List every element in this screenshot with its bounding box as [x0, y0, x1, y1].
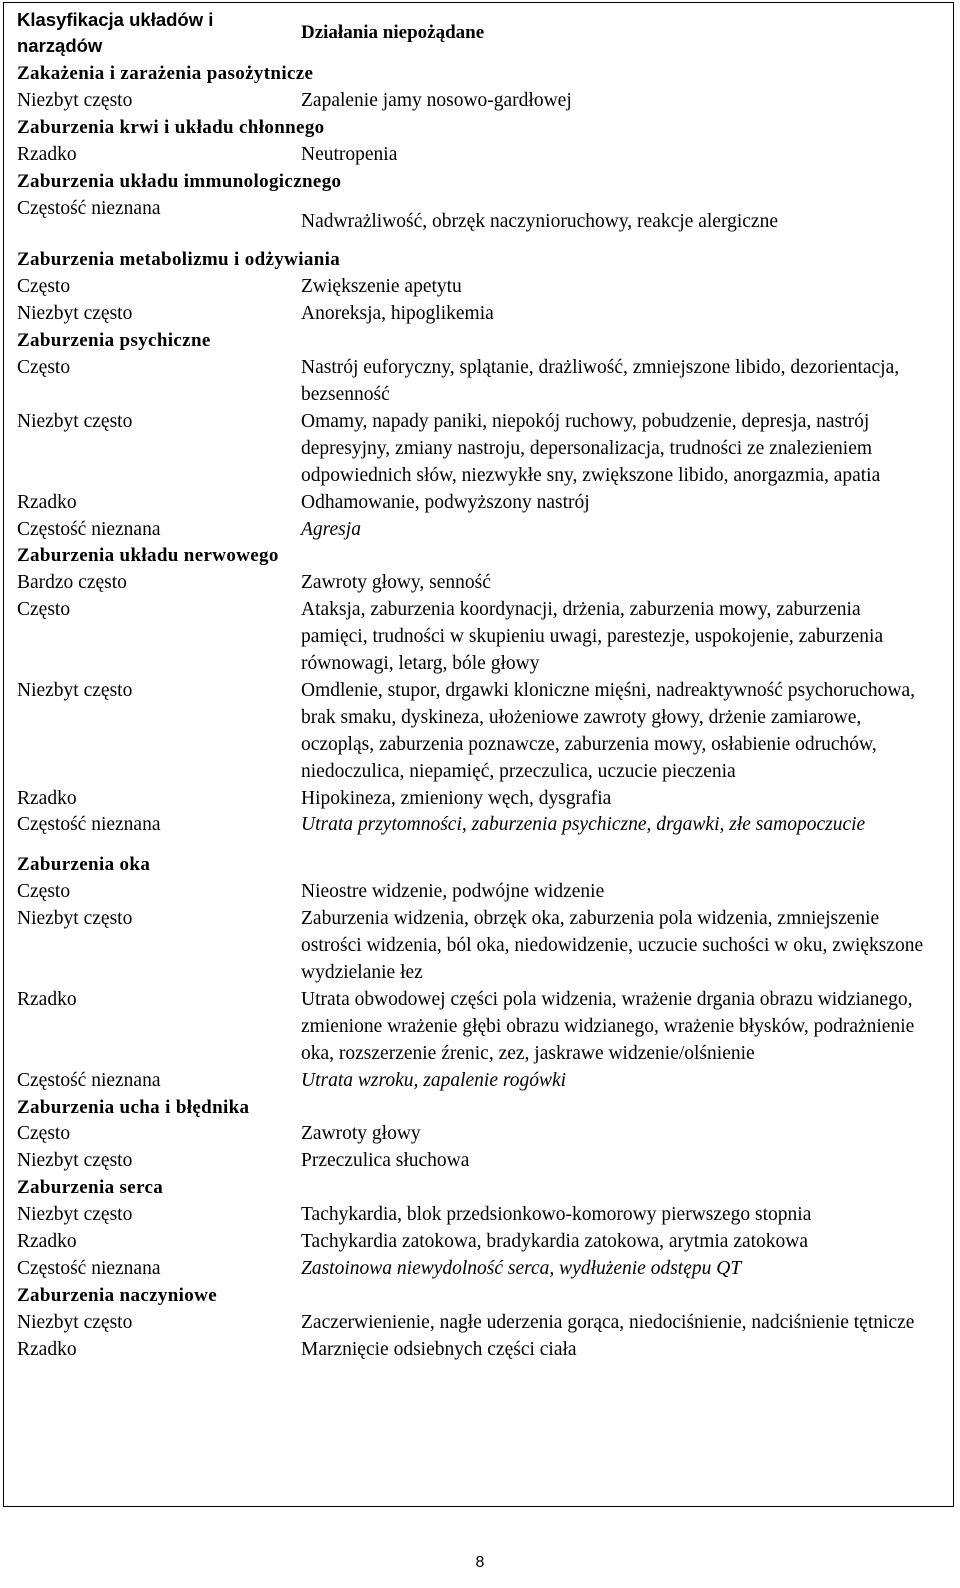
adverse-effect-cell: Utrata przytomności, zaburzenia psychiczne, drgawki, złe samopoczucie [301, 814, 866, 836]
adverse-effect-cell: Ataksja, zaburzenia koordynacji, drżenia, zaburzenia mowy, zaburzenia pamięci, trudności w skupieniu uwagi, parestezje, uspokojenie, zaburzenia równowagi, letarg, bóle głowy [301, 599, 884, 675]
table-row [17, 987, 952, 1068]
table-row [17, 597, 952, 678]
category-row: Zaburzenia oka [17, 854, 151, 876]
adverse-effect-cell: Omamy, napady paniki, niepokój ruchowy, pobudzenie, depresja, nastrój depresyjny, zmiany nastroju, depersonalizacja, trudności ze znalezieniem odpowiednich słów, niezwykłe sny, zwiększone libido, anorgazmia, apatia [301, 410, 881, 486]
category-row: Zaburzenia metabolizmu i odżywiania [17, 249, 341, 271]
frequency-cell: Niezbyt często [17, 1204, 133, 1226]
frequency-cell: Niezbyt często [17, 303, 133, 325]
adverse-effect-cell: Anoreksja, hipoglikemia [301, 303, 494, 325]
page-number: 8 [475, 1554, 485, 1571]
table-row [17, 88, 952, 115]
adverse-effect-cell: Odhamowanie, podwyższony nastrój [301, 491, 590, 513]
category-row: Zaburzenia serca [17, 1177, 164, 1199]
table-row [17, 409, 952, 490]
frequency-cell: Częstość nieznana [17, 814, 161, 836]
table-row [17, 142, 952, 169]
adverse-effect-cell: Nastrój euforyczny, splątanie, drażliwość, zmniejszone libido, dezorientacja, bezsenność [301, 357, 900, 405]
frequency-cell: Częstość nieznana [17, 1257, 161, 1279]
adverse-effect-cell: Zawroty głowy [301, 1123, 421, 1145]
adverse-effect-cell: Przeczulica słuchowa [301, 1150, 470, 1172]
frequency-cell: Niezbyt często [17, 1311, 133, 1333]
table-row [17, 196, 952, 248]
adverse-effect-cell: Agresja [301, 518, 361, 540]
table-row [17, 517, 952, 544]
adverse-effect-cell: Zastoinowa niewydolność serca, wydłużenie odstępu QT [301, 1257, 742, 1279]
frequency-cell: Rzadko [17, 787, 77, 809]
adverse-effect-cell: Utrata wzroku, zapalenie rogówki [301, 1069, 567, 1091]
table-body [17, 7, 952, 1364]
frequency-cell: Niezbyt często [17, 1150, 133, 1172]
frequency-cell: Częstość nieznana [17, 518, 161, 540]
frequency-cell: Rzadko [17, 988, 77, 1010]
frequency-cell: Częstość nieznana [17, 197, 161, 219]
table-row [17, 1068, 952, 1095]
header-organ-class: Klasyfikacja układów i narządów [17, 9, 214, 56]
table-row [17, 1337, 952, 1364]
category-row: Zaburzenia krwi i układu chłonnego [17, 116, 325, 138]
adverse-effect-cell: Zaburzenia widzenia, obrzęk oka, zaburzenia pola widzenia, zmniejszenie ostrości widzenia, ból oka, niedowidzenie, uczucie suchości w oku, zwiększone wydzielanie łez [301, 908, 924, 983]
frequency-cell: Niezbyt często [17, 410, 133, 432]
adverse-effect-cell: Neutropenia [301, 143, 398, 165]
adverse-effect-cell: Tachykardia zatokowa, bradykardia zatokowa, arytmia zatokowa [301, 1231, 809, 1253]
frequency-cell: Niezbyt często [17, 89, 133, 111]
table-row [17, 490, 952, 517]
adverse-effect-cell: Zapalenie jamy nosowo-gardłowej [301, 89, 572, 111]
frequency-cell: Często [17, 357, 71, 379]
frequency-cell: Rzadko [17, 1231, 77, 1253]
header-adverse-reactions: Działania niepożądane [301, 22, 485, 43]
table-row [17, 1148, 952, 1175]
adverse-effect-cell: Zwiększenie apetytu [301, 276, 462, 298]
category-row: Zaburzenia naczyniowe [17, 1284, 217, 1306]
table-row [17, 355, 952, 409]
frequency-cell: Często [17, 881, 71, 903]
table-row [17, 678, 952, 786]
table-row [17, 786, 952, 813]
frequency-cell: Niezbyt często [17, 908, 133, 930]
frequency-cell: Rzadko [17, 491, 77, 513]
table-row [17, 1202, 952, 1229]
table-row [17, 274, 952, 301]
category-row: Zaburzenia układu nerwowego [17, 545, 279, 567]
frequency-cell: Częstość nieznana [17, 1069, 161, 1091]
table-row [17, 1256, 952, 1283]
table-row [17, 1229, 952, 1256]
category-row: Zaburzenia psychiczne [17, 330, 211, 352]
table-row [17, 906, 952, 987]
adverse-effect-cell: Marznięcie odsiebnych części ciała [301, 1338, 577, 1360]
adverse-effect-cell: Nadwrażliwość, obrzęk naczynioruchowy, reakcje alergiczne [301, 210, 778, 232]
frequency-cell: Niezbyt często [17, 679, 133, 701]
table-row [17, 812, 952, 839]
table-row [17, 570, 952, 597]
table-row [17, 301, 952, 328]
adverse-effect-cell: Hipokineza, zmieniony węch, dysgrafia [301, 787, 612, 809]
adverse-effect-cell: Zaczerwienienie, nagłe uderzenia gorąca, niedociśnienie, nadciśnienie tętnicze [301, 1311, 915, 1333]
frequency-cell: Bardzo często [17, 572, 127, 594]
adverse-reactions-table [3, 2, 954, 1507]
category-row: Zakażenia i zarażenia pasożytnicze [17, 63, 314, 84]
frequency-cell: Rzadko [17, 143, 77, 165]
table-row [17, 1310, 952, 1337]
table-header-row [17, 7, 952, 61]
adverse-effect-cell: Nieostre widzenie, podwójne widzenie [301, 881, 605, 903]
frequency-cell: Rzadko [17, 1338, 77, 1360]
category-row: Zaburzenia ucha i błędnika [17, 1096, 250, 1118]
frequency-cell: Często [17, 599, 71, 621]
adverse-effect-cell: Utrata obwodowej części pola widzenia, wrażenie drgania obrazu widzianego, zmienione wrażenie głębi obrazu widzianego, wrażenie błysków, podrażnienie oka, rozszerzenie źrenic, zez, jaskrawe widzenie/olśnienie [301, 988, 915, 1064]
table-row [17, 879, 952, 906]
category-row: Zaburzenia układu immunologicznego [17, 170, 342, 192]
frequency-cell: Często [17, 1123, 71, 1145]
adverse-effect-cell: Zawroty głowy, senność [301, 572, 491, 594]
adverse-effect-cell: Tachykardia, blok przedsionkowo-komorowy pierwszego stopnia [301, 1204, 812, 1226]
adverse-effect-cell: Omdlenie, stupor, drgawki kloniczne mięśni, nadreaktywność psychoruchowa, brak smaku, dyskineza, ułożeniowe zawroty głowy, drżenie zamiarowe, oczopląs, zaburzenia poznawcze, zaburzenia mowy, osłabienie odruchów, niedoczulica, niepamięć, przeczulica, uczucie pieczenia [301, 679, 916, 782]
frequency-cell: Często [17, 276, 71, 298]
table-row [17, 1121, 952, 1148]
